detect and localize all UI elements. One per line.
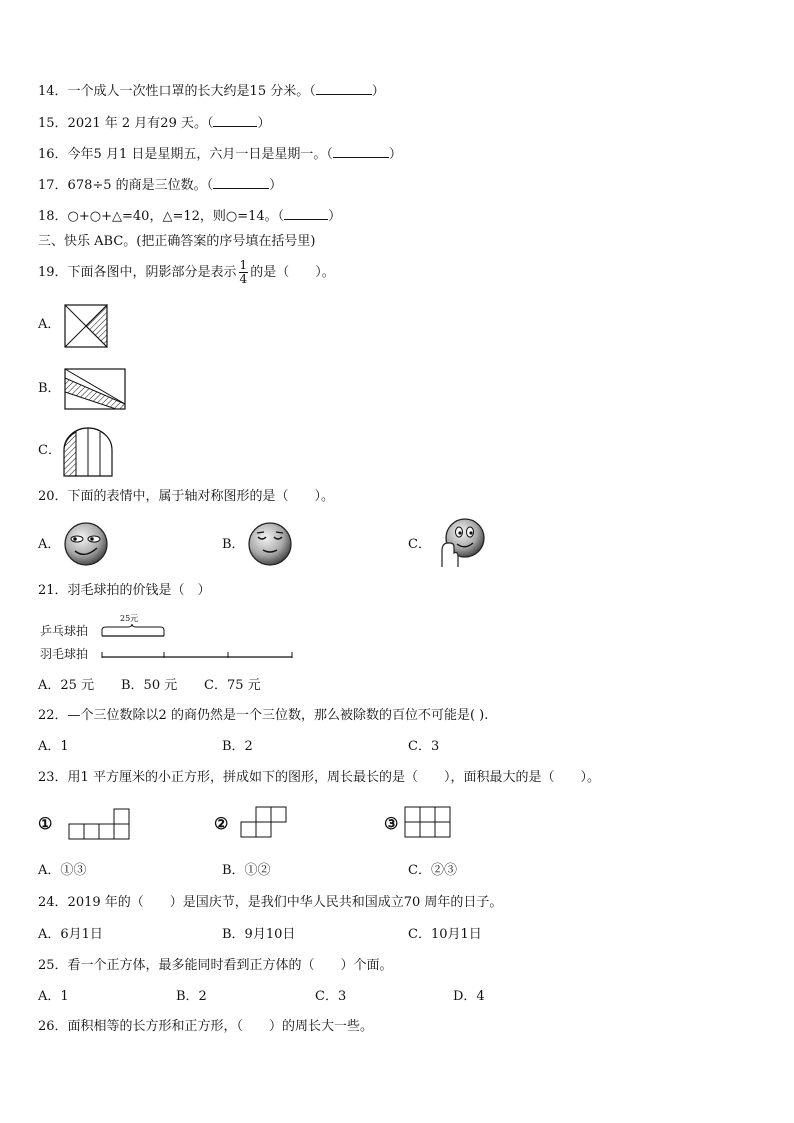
question-23: 23．用1 平方厘米的小正方形，拼成如下的图形，周长最长的是（ ），面积最大的是（ ）。 xyxy=(38,770,600,785)
option-a[interactable]: A．1 xyxy=(38,739,69,754)
question-24: 24．2019 年的（ ）是国庆节，是我们中华人民共和国成立70 周年的日子。 xyxy=(38,895,503,910)
question-15: 15．2021 年 2 月有29 天。（ ） xyxy=(38,116,271,131)
question-16: 16．今年5 月1 日是星期五，六月一日是星期一。（ ） xyxy=(38,147,402,162)
thinking-face-icon[interactable] xyxy=(436,517,488,569)
question-20: 20．下面的表情中，属于轴对称图形的是（ ）。 xyxy=(38,489,335,504)
brace-value-label: 25元 xyxy=(120,614,139,623)
fraction: $\frac{1}{4}$ xyxy=(239,258,248,286)
segment-diagram xyxy=(98,622,298,664)
option-a[interactable]: A．1 xyxy=(38,989,69,1004)
answer-blank[interactable] xyxy=(284,207,328,220)
option-a-label[interactable]: A． xyxy=(38,317,61,332)
badminton-label: 羽毛球拍 xyxy=(40,647,89,661)
square-tile-shape-3 xyxy=(404,806,454,840)
smirk-face-icon[interactable] xyxy=(63,521,111,567)
option-b-label[interactable]: B． xyxy=(38,381,61,396)
square-tile-shape-2 xyxy=(240,806,292,840)
section-heading: 三、快乐 ABC。(把正确答案的序号填在括号里) xyxy=(38,234,316,249)
calm-face-icon[interactable] xyxy=(247,521,295,567)
option-b[interactable]: B．2 xyxy=(176,989,207,1004)
question-19: 19．下面各图中，阴影部分是表示 $\frac{1}{4}$ 的是（ ）。 xyxy=(38,258,335,286)
option-c-label[interactable]: C． xyxy=(408,537,431,552)
option-d[interactable]: D．4 xyxy=(453,989,485,1004)
option-b[interactable]: B．2 xyxy=(222,739,253,754)
shaded-rectangle-figure-b[interactable] xyxy=(64,368,128,412)
question-25: 25．看一个正方体，最多能同时看到正方体的（ ）个面。 xyxy=(38,958,393,973)
option-a[interactable]: A．6月1日 xyxy=(38,927,103,942)
shaded-arch-figure-c[interactable] xyxy=(62,426,116,478)
option-c[interactable]: C．3 xyxy=(315,989,347,1004)
shape-3-label: ③ xyxy=(384,814,399,833)
square-tile-shape-1 xyxy=(68,808,134,842)
shaded-square-figure-a[interactable] xyxy=(64,304,110,348)
question-17: 17．678÷5 的商是三位数。（ ） xyxy=(38,178,283,193)
answer-blank[interactable] xyxy=(213,114,257,127)
option-b-label[interactable]: B． xyxy=(222,537,245,552)
option-c[interactable]: C．10月1日 xyxy=(408,927,482,942)
answer-blank[interactable] xyxy=(213,176,269,189)
shape-1-label: ① xyxy=(38,814,53,833)
option-c[interactable]: C．②③ xyxy=(408,863,457,878)
answer-blank[interactable] xyxy=(333,145,389,158)
shape-2-label: ② xyxy=(214,814,229,833)
question-14: 14．一个成人一次性口罩的长大约是15 分米。（ ） xyxy=(38,84,385,99)
option-c-label[interactable]: C． xyxy=(38,443,61,458)
option-a[interactable]: A．①③ xyxy=(38,863,87,878)
question-21: 21．羽毛球拍的价钱是（ ） xyxy=(38,583,211,598)
question-26: 26．面积相等的长方形和正方形，（ ）的周长大一些。 xyxy=(38,1019,374,1034)
option-a[interactable]: A．25 元 xyxy=(38,678,95,693)
option-b[interactable]: B．①② xyxy=(222,863,271,878)
pingpong-label: 乒乓球拍 xyxy=(40,624,89,638)
option-c[interactable]: C．3 xyxy=(408,739,440,754)
answer-blank[interactable] xyxy=(316,82,372,95)
option-a-label[interactable]: A． xyxy=(38,537,61,552)
option-c[interactable]: C．75 元 xyxy=(204,678,261,693)
option-b[interactable]: B．9月10日 xyxy=(222,927,296,942)
question-18: 18．○+○+△=40，△=12，则○=14。（ ） xyxy=(38,209,342,224)
option-b[interactable]: B．50 元 xyxy=(121,678,178,693)
question-22: 22．—个三位数除以2 的商仍然是一个三位数，那么被除数的百位不可能是( ). xyxy=(38,708,489,723)
